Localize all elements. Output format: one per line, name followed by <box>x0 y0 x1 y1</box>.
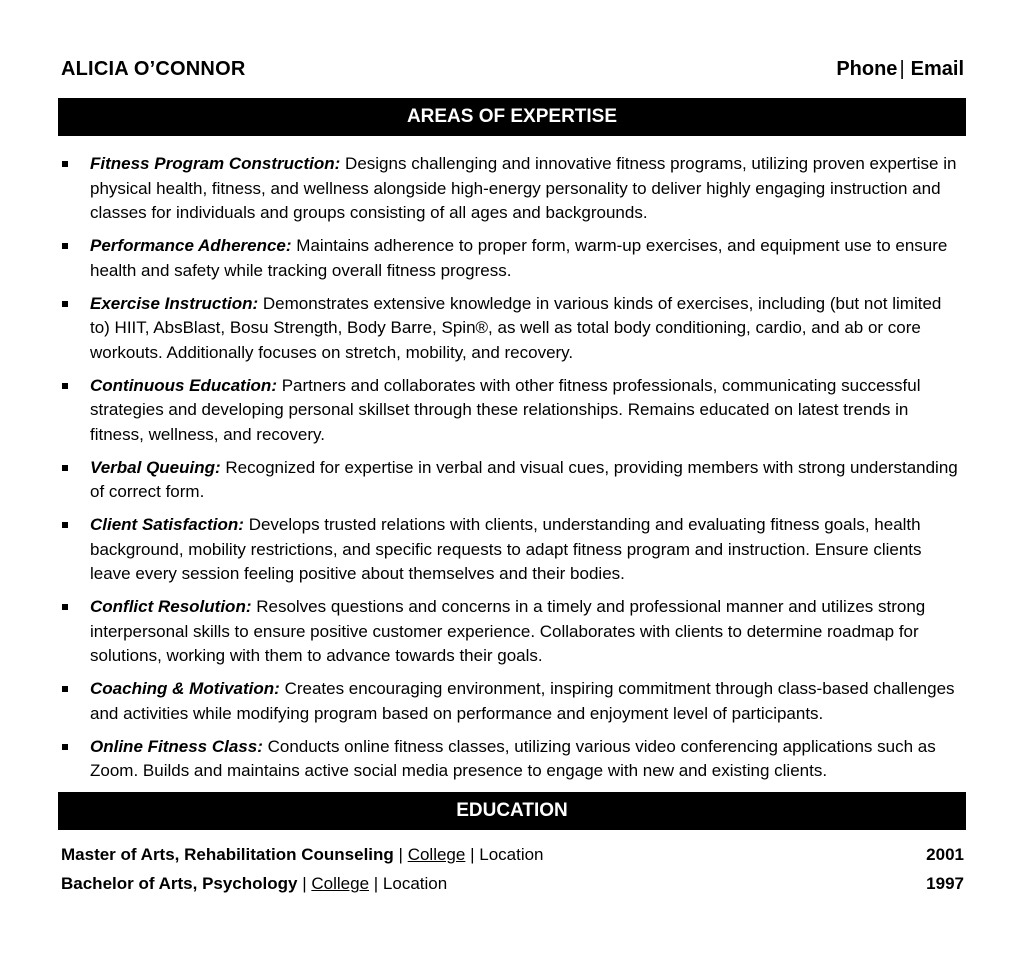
education-separator: | <box>470 845 475 865</box>
expertise-item <box>58 292 966 366</box>
education-details <box>61 869 447 898</box>
bullet-square-icon <box>62 522 68 528</box>
expertise-item-title: Fitness Program Construction: <box>90 154 341 173</box>
expertise-item <box>58 152 966 226</box>
contact-separator: | <box>899 58 905 80</box>
degree-name: Bachelor of Arts, Psychology <box>61 874 298 894</box>
expertise-heading: AREAS OF EXPERTISE <box>58 98 966 136</box>
bullet-square-icon <box>62 604 68 610</box>
expertise-item-title: Verbal Queuing: <box>90 457 221 477</box>
expertise-list <box>58 152 966 784</box>
contact-info <box>836 58 964 81</box>
expertise-item <box>58 595 966 669</box>
location-text: Location <box>382 874 448 894</box>
college-link[interactable]: College <box>407 845 466 865</box>
resume-page <box>58 58 966 898</box>
expertise-item-title: Performance Adherence: <box>90 236 292 256</box>
location-text: Location <box>479 845 544 865</box>
graduation-year: 1997 <box>926 874 964 894</box>
email-label: Email <box>910 58 964 80</box>
expertise-item <box>58 513 966 587</box>
bullet-square-icon <box>62 243 68 249</box>
expertise-item-text: Resolves questions and concerns in a timely and professional manner and utilizes strong interpersonal skills to ensure positive customer experience. Collaborates with clients to determine roadmap for solutions, working with them to advance towards their goals. <box>90 597 926 666</box>
expertise-item-text: Demonstrates extensive knowledge in various kinds of exercises, including (but not limited to) HIIT, AbsBlast, Bosu Strength, Body Barre, Spin®, as well as total body conditioning, cardio, and ab or core workouts. Additionally focuses on stretch, mobility, and recovery. <box>90 293 942 362</box>
expertise-item-title: Continuous Education: <box>90 375 277 395</box>
education-entry <box>58 869 966 898</box>
bullet-square-icon <box>62 383 68 389</box>
bullet-square-icon <box>62 686 68 692</box>
expertise-item <box>58 374 966 448</box>
expertise-item-title: Conflict Resolution: <box>90 597 252 617</box>
bullet-square-icon <box>62 161 68 167</box>
expertise-item <box>58 677 966 726</box>
graduation-year: 2001 <box>926 845 964 865</box>
expertise-item-text: Recognized for expertise in verbal and visual cues, providing members with strong understanding of correct form. <box>90 457 958 502</box>
education-entry <box>58 840 966 869</box>
education-separator: | <box>398 845 403 865</box>
education-details <box>61 840 544 869</box>
bullet-square-icon <box>62 744 68 750</box>
bullet-square-icon <box>62 465 68 471</box>
education-separator: | <box>302 874 307 894</box>
degree-name: Master of Arts, Rehabilitation Counseling <box>61 845 394 865</box>
expertise-item-text: Partners and collaborates with other fitness professionals, communicating successful strategies and developing personal skillset through these relationships. Remains educated on latest trends in fitness, wellness, and recovery. <box>90 375 921 444</box>
expertise-item <box>58 234 966 283</box>
education-list <box>58 840 966 898</box>
expertise-item-title: Online Fitness Class: <box>90 736 263 756</box>
phone-label: Phone <box>836 58 898 80</box>
bullet-square-icon <box>62 301 68 307</box>
expertise-item <box>58 735 966 784</box>
expertise-item-title: Client Satisfaction: <box>90 515 244 535</box>
college-link[interactable]: College <box>311 874 370 894</box>
expertise-item-text: Conducts online fitness classes, utilizing various video conferencing applications such as Zoom. Builds and maintains active social media presence to engage with new and existing clients. <box>90 736 936 781</box>
candidate-name: ALICIA O’CONNOR <box>61 58 246 80</box>
education-heading: EDUCATION <box>58 792 966 830</box>
expertise-item <box>58 456 966 505</box>
expertise-item-text: Maintains adherence to proper form, warm-up exercises, and equipment use to ensure health and safety while tracking overall fitness progress. <box>90 236 948 280</box>
expertise-item-title: Exercise Instruction: <box>90 293 259 313</box>
expertise-item-text: Develops trusted relations with clients, understanding and evaluating fitness goals, health background, mobility restrictions, and specific requests to adapt fitness program and instruction. Ensure clients leave every session feeling positive about themselves and their bodies. <box>90 515 922 584</box>
resume-header <box>58 58 966 90</box>
expertise-item-text: Creates encouraging environment, inspiring commitment through class-based challenges and activities while modifying program based on performance and enjoyment level of participants. <box>90 679 955 723</box>
education-separator: | <box>373 874 379 894</box>
expertise-item-title: Coaching & Motivation: <box>90 679 280 699</box>
expertise-item-text: Designs challenging and innovative fitness programs, utilizing proven expertise in physical health, fitness, and wellness alongside high-energy personality to deliver highly engaging instruction and classes for individuals and groups consisting of all ages and backgrounds. <box>90 154 957 223</box>
